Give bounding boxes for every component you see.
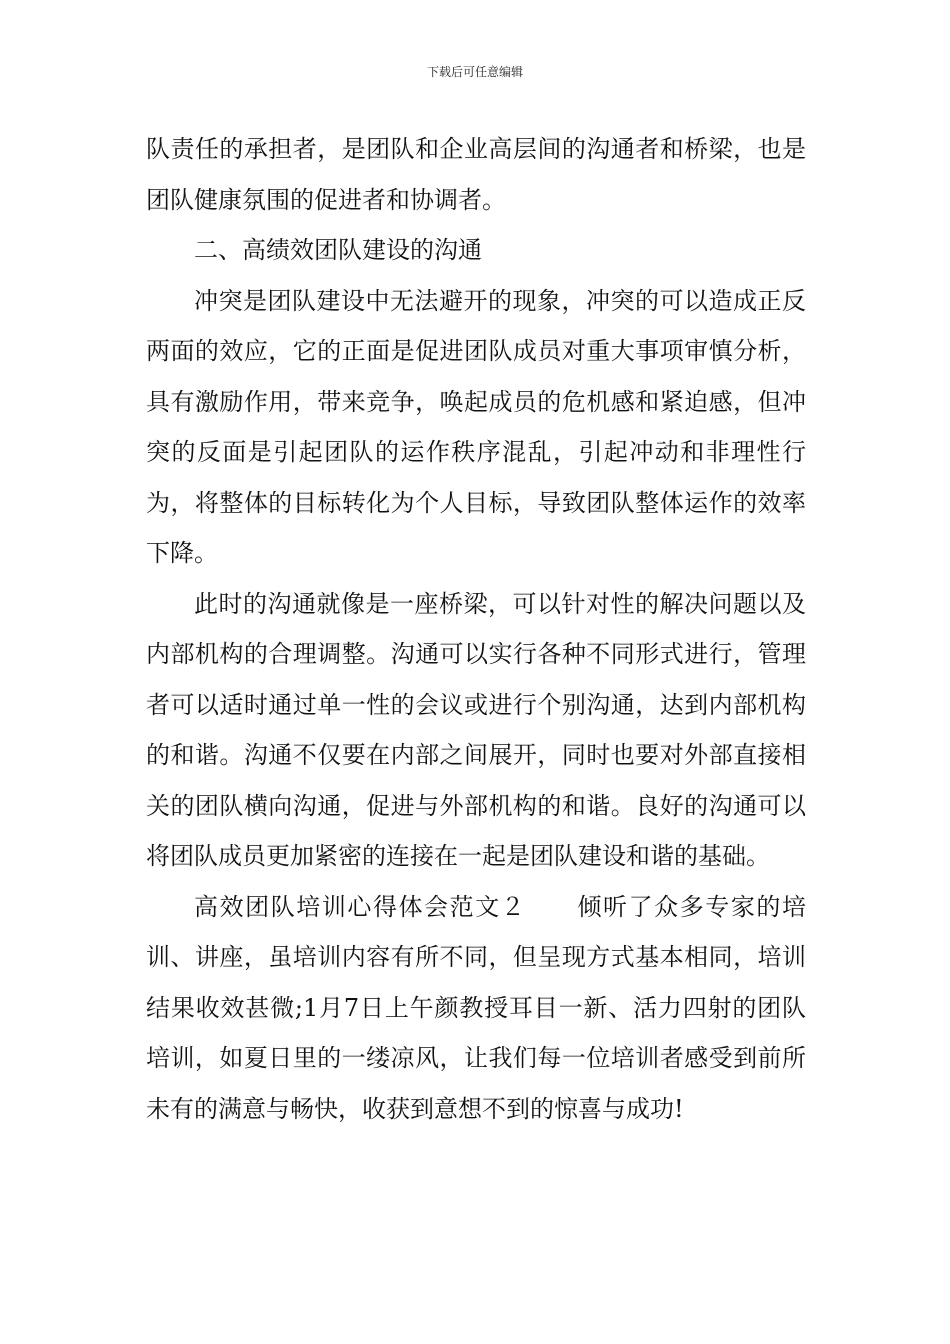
paragraph-2: 冲突是团队建设中无法避开的现象，冲突的可以造成正反两面的效应，它的正面是促进团队成员对重大事项审慎分析，具有激励作用，带来竞争，唤起成员的危机感和紧迫感，但冲突的反面是引起团队的运作秩序混乱，引起冲动和非理性行为，将整体的目标转化为个人目标，导致团队整体运作的效率下降。	[146, 286, 806, 567]
paragraph-1: 队责任的承担者，是团队和企业高层间的沟通者和桥梁，也是团队健康氛围的促进者和协调者。	[146, 135, 806, 214]
page-header: 下载后可任意编辑	[426, 65, 523, 79]
document-body	[146, 124, 806, 1134]
section-heading: 二、高绩效团队建设的沟通	[194, 236, 482, 264]
paragraph-4: 高效团队培训心得体会范文２ 倾听了众多专家的培训、讲座，虽培训内容有所不同，但呈现方式基本相同，培训结果收效甚微;1月7日上午颜教授耳目一新、活力四射的团队培训，如夏日里的一缕凉风，让我们每一位培训者感受到前所未有的满意与畅快，收获到意想不到的惊喜与成功!	[146, 892, 806, 1123]
paragraph-3: 此时的沟通就像是一座桥梁，可以针对性的解决问题以及内部机构的合理调整。沟通可以实行各种不同形式进行，管理者可以适时通过单一性的会议或进行个别沟通，达到内部机构的和谐。沟通不仅要在内部之间展开，同时也要对外部直接相关的团队横向沟通，促进与外部机构的和谐。良好的沟通可以将团队成员更加紧密的连接在一起是团队建设和谐的基础。	[146, 589, 806, 870]
